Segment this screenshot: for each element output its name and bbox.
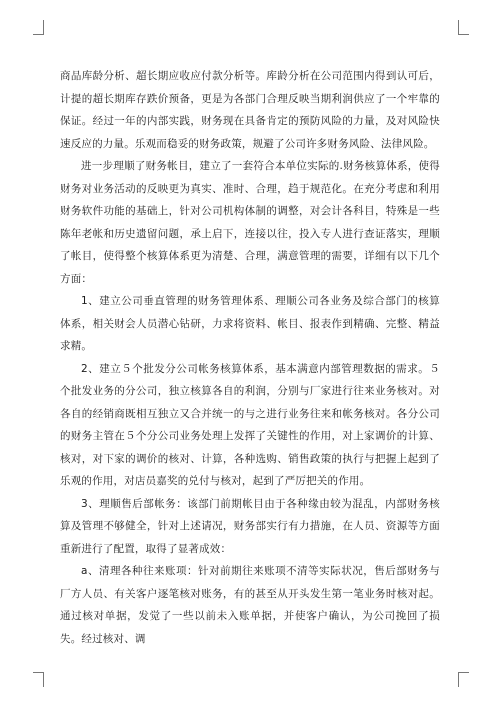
paragraph-item-2: 2、建立５个批发分公司帐务核算体系，基本满意内部管理数据的需求。５个批发业务的分公司，独立核算各自的利润，分别与厂家进行往来业务核对。对各自的经销商既相互独立又合并统一的与之进行业务往来和帐务核对。各分公司的财务主管在５个分公司业务处理上发挥了关键性的作用，对上家调价的计算、核对，对下家的调价的核对、计算，各种选购、销售政策的执行与把握上起到了乐观的作用，对店员嘉奖的兑付与核对，起到了严厉把关的作用。 xyxy=(60,362,440,487)
crop-mark-top-right xyxy=(458,20,469,35)
paragraph-item-a: a、清理各种往来账项：针对前期往来账项不清等实际状况，售后部财务与厂方人员、有关客户逐笔核对账务，有的甚至从开头发生第一笔业务时核对起。通过核对单据，发觉了一些以前未入账单据，并使客户确认，为公司挽回了损失。经过核对、调 xyxy=(60,565,440,645)
document-body xyxy=(60,65,440,650)
paragraph-item-1: 1、建立公司垂直管理的财务管理体系、理顺公司各业务及综合部门的核算体系，相关财会人员潜心钻研，力求将资料、帐目、报表作到精确、完整、精益求精。 xyxy=(60,295,440,352)
paragraph-accounting-system: 进一步理顺了财务帐目，建立了一套符合本单位实际的.财务核算体系，使得财务对业务活动的反映更为真实、准时、合理，趋于规范化。在充分考虑和利用财务软件功能的基础上，针对公司机构体制的调整，对会计各科目，特殊是一些陈年老帐和历史遗留问题，承上启下，连接以往，投入专人进行查证落实，理顺了帐目，使得整个核算体系更为清楚、合理，满意管理的需要，详细有以下几个方面： xyxy=(60,160,440,285)
crop-mark-top-left xyxy=(33,20,44,35)
paragraph-item-3: 3、理顺售后部帐务：该部门前期帐目由于各种缘由较为混乱，内部财务核算及管理不够健全，针对上述请况，财务部实行有力措施，在人员、资源等方面重新进行了配置，取得了显著成效： xyxy=(60,497,440,555)
paragraph-risk-analysis: 商品库龄分析、超长期应收应付款分析等。库龄分析在公司范围内得到认可后，计提的超长期库存跌价预备，更是为各部门合理反映当期利润供应了一个牢靠的保证。经过一年的内部实践，财务现在具备肯定的预防风险的力量，及对风险快速反应的力量。乐观而稳妥的财务政策，规避了公司许多财务风险、法律风险。 xyxy=(60,70,440,150)
crop-mark-bottom-left xyxy=(33,672,44,687)
crop-mark-bottom-right xyxy=(458,672,469,687)
